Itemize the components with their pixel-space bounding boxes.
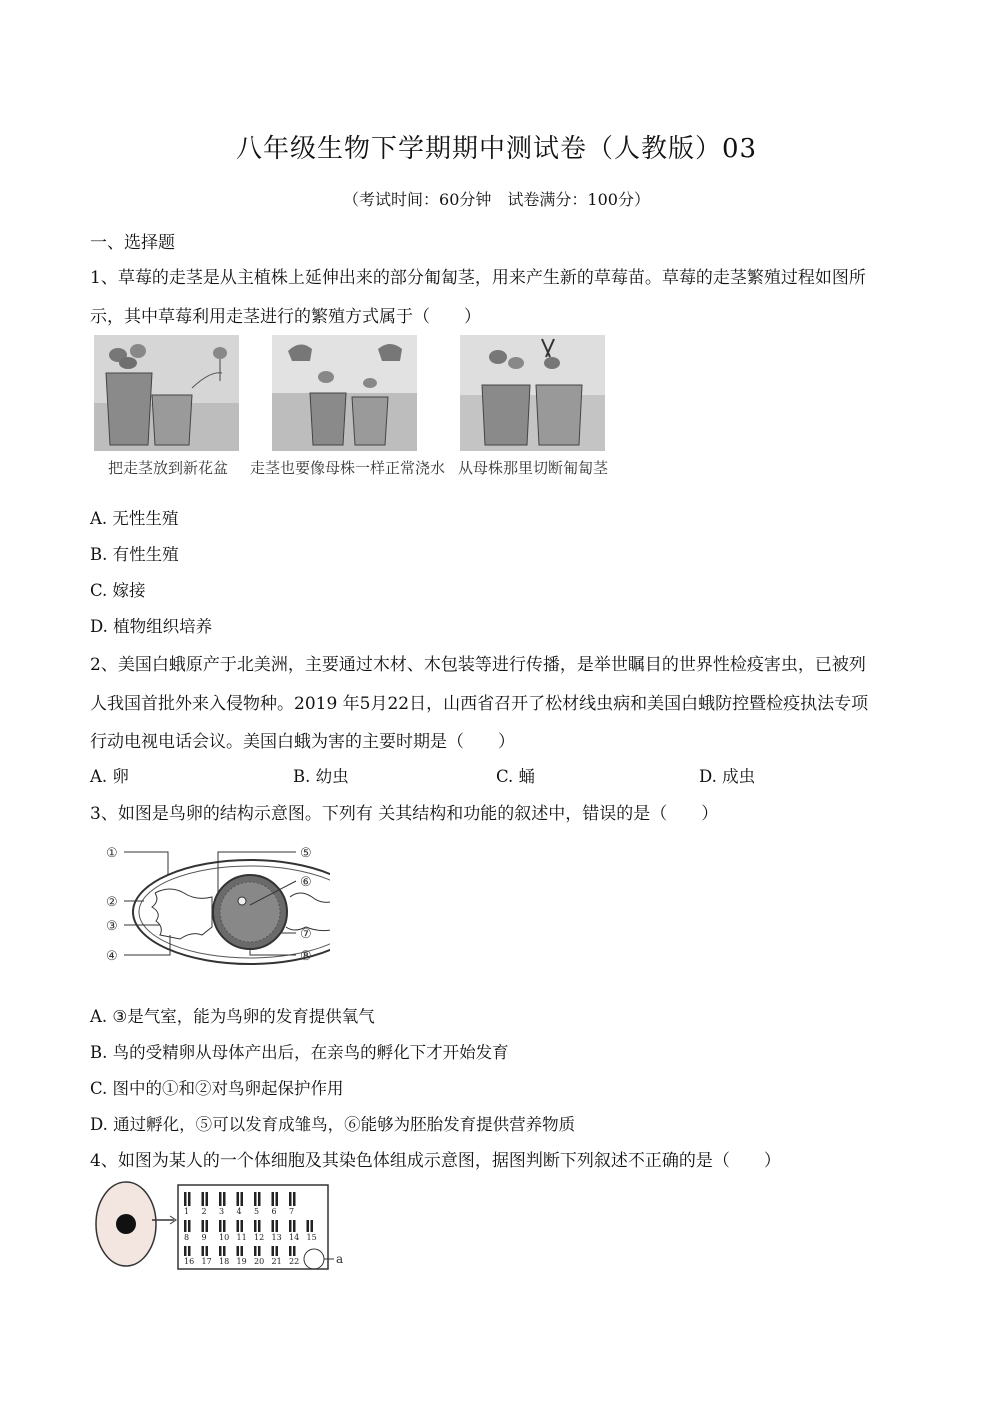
q4-stem: 4、如图为某人的一个体细胞及其染色体组成示意图，据图判断下列叙述不正确的是（ ） (90, 1151, 781, 1171)
panel-2-image (272, 335, 417, 451)
chromosome (307, 1220, 310, 1232)
chromosome (223, 1246, 226, 1256)
chromosome-number: 10 (219, 1233, 230, 1242)
label-8: ⑧ (300, 949, 312, 964)
q1-option-b[interactable]: B. 有性生殖 (90, 545, 179, 564)
chromosome (293, 1246, 296, 1256)
page-title: 八年级生物下学期期中测试卷（人教版）03 (235, 134, 758, 164)
chromosome (184, 1246, 187, 1256)
chromosome (241, 1220, 244, 1232)
strawberry-runner-figure (92, 333, 612, 483)
chromosome-number: 8 (184, 1233, 190, 1242)
chromosome-number: 6 (271, 1207, 277, 1216)
q2-option-a[interactable]: A. 卵 (90, 767, 129, 786)
chromosome-number: 3 (219, 1207, 225, 1216)
label-5: ⑤ (300, 846, 312, 861)
chromosome (206, 1192, 209, 1206)
chromosome (241, 1192, 244, 1206)
section-heading: 一、选择题 (90, 233, 175, 253)
chromosome-number: 16 (184, 1257, 195, 1266)
chromosome-number: 7 (289, 1207, 295, 1216)
chromosome-number: 5 (254, 1207, 260, 1216)
q2-stem-line-1: 2、美国白蛾原产于北美洲，主要通过木材、木包装等进行传播，是举世瞩目的世界性检疫害虫，已被列 (90, 655, 866, 675)
q3-option-d[interactable]: D. 通过孵化，⑤可以发育成雏鸟，⑥能够为胚胎发育提供营养物质 (90, 1115, 576, 1134)
chromosome-number: 1 (184, 1207, 190, 1216)
q1-option-c[interactable]: C. 嫁接 (90, 581, 146, 600)
chromosome (219, 1192, 222, 1206)
label-4: ④ (106, 949, 118, 964)
chromosome (188, 1246, 191, 1256)
karyotype-figure (92, 1180, 352, 1275)
chromosome (219, 1246, 222, 1256)
q2-option-b[interactable]: B. 幼虫 (293, 767, 349, 786)
chromosome (188, 1192, 191, 1206)
chromosome (258, 1192, 261, 1206)
q1-option-d[interactable]: D. 植物组织培养 (90, 617, 213, 636)
chromosome (272, 1192, 275, 1206)
chromosome-number: 20 (254, 1257, 265, 1266)
caption-1: 把走茎放到新花盆 (108, 459, 229, 477)
q2-stem-line-2: 人我国首批外来入侵物种。2019 年5月22日，山西省召开了松材线虫病和美国白蛾防控暨检疫执法专项 (90, 694, 869, 714)
q3-option-c[interactable]: C. 图中的①和②对鸟卵起保护作用 (90, 1079, 344, 1098)
panel-3-image (460, 335, 605, 451)
chromosome (188, 1220, 191, 1232)
chromosome-number: 12 (254, 1233, 265, 1242)
q3-stem: 3、如图是鸟卵的结构示意图。下列有 关其结构和功能的叙述中，错误的是（ ） (90, 804, 719, 824)
chromosome (202, 1246, 205, 1256)
chromosome (202, 1192, 205, 1206)
chromosome (276, 1220, 279, 1232)
chromosome-number: 4 (236, 1207, 242, 1216)
chromosome-number: 22 (289, 1257, 300, 1266)
chromosome (202, 1220, 205, 1232)
chromosome (289, 1220, 292, 1232)
chromosome-number: 2 (201, 1207, 207, 1216)
chromosome (254, 1246, 257, 1256)
chromosome (184, 1220, 187, 1232)
chromosome (223, 1192, 226, 1206)
chromosome (206, 1246, 209, 1256)
chromosome (276, 1246, 279, 1256)
label-7: ⑦ (300, 927, 312, 942)
q2-option-c[interactable]: C. 蛹 (496, 767, 536, 786)
chromosome (254, 1192, 257, 1206)
chromosome-number: 19 (236, 1257, 247, 1266)
label-2: ② (106, 895, 118, 910)
karyotype-panel (178, 1185, 328, 1269)
q1-option-a[interactable]: A. 无性生殖 (90, 509, 179, 528)
chromosome (293, 1220, 296, 1232)
q1-stem-line-1: 1、草莓的走茎是从主植株上延伸出来的部分匍匐茎，用来产生新的草莓苗。草莓的走茎繁殖过程如图所 (90, 268, 866, 288)
chromosome-number: 9 (201, 1233, 207, 1242)
chromosome-number: 18 (219, 1257, 230, 1266)
chromosome (289, 1246, 292, 1256)
chromosome (223, 1220, 226, 1232)
exam-info: （考试时间：60分钟 试卷满分：100分） (343, 190, 650, 209)
chromosome (254, 1220, 257, 1232)
chromosome (237, 1192, 240, 1206)
chromosome (237, 1246, 240, 1256)
chromosome-number: 17 (201, 1257, 212, 1266)
chromosome-number: 11 (236, 1233, 247, 1242)
chromosome-number: 14 (289, 1233, 300, 1242)
chromosome (206, 1220, 209, 1232)
chromosome (237, 1220, 240, 1232)
q2-option-d[interactable]: D. 成虫 (699, 767, 756, 786)
chromosome (219, 1220, 222, 1232)
chromosome (276, 1192, 279, 1206)
chromosome (311, 1220, 314, 1232)
chromosome-number: 13 (271, 1233, 282, 1242)
chromosome (258, 1220, 261, 1232)
caption-3: 从母株那里切断匍匐茎 (458, 459, 609, 477)
chromosome (289, 1192, 292, 1206)
chromosome (241, 1246, 244, 1256)
chromosome-number: 15 (306, 1233, 317, 1242)
label-6: ⑥ (300, 875, 312, 890)
chromosome (293, 1192, 296, 1206)
cell-nucleus (116, 1214, 136, 1234)
q3-option-b[interactable]: B. 鸟的受精卵从母体产出后，在亲鸟的孵化下才开始发育 (90, 1043, 509, 1062)
chromosome (272, 1246, 275, 1256)
panel-1-image (94, 335, 239, 451)
q2-stem-line-3: 行动电视电话会议。美国白蛾为害的主要时期是（ ） (90, 732, 515, 752)
label-1: ① (106, 846, 118, 861)
chromosome (272, 1220, 275, 1232)
chromosome (184, 1192, 187, 1206)
chromosome (258, 1246, 261, 1256)
sex-chromosome-label: a (336, 1252, 344, 1266)
chromosome-number: 21 (271, 1257, 282, 1266)
label-3: ③ (106, 919, 118, 934)
bird-egg-diagram (100, 835, 330, 970)
q3-option-a[interactable]: A. ③是气室，能为鸟卵的发育提供氧气 (90, 1007, 375, 1026)
q1-stem-line-2: 示，其中草莓利用走茎进行的繁殖方式属于（ ） (90, 307, 481, 327)
caption-2: 走茎也要像母株一样正常浇水 (250, 459, 446, 477)
